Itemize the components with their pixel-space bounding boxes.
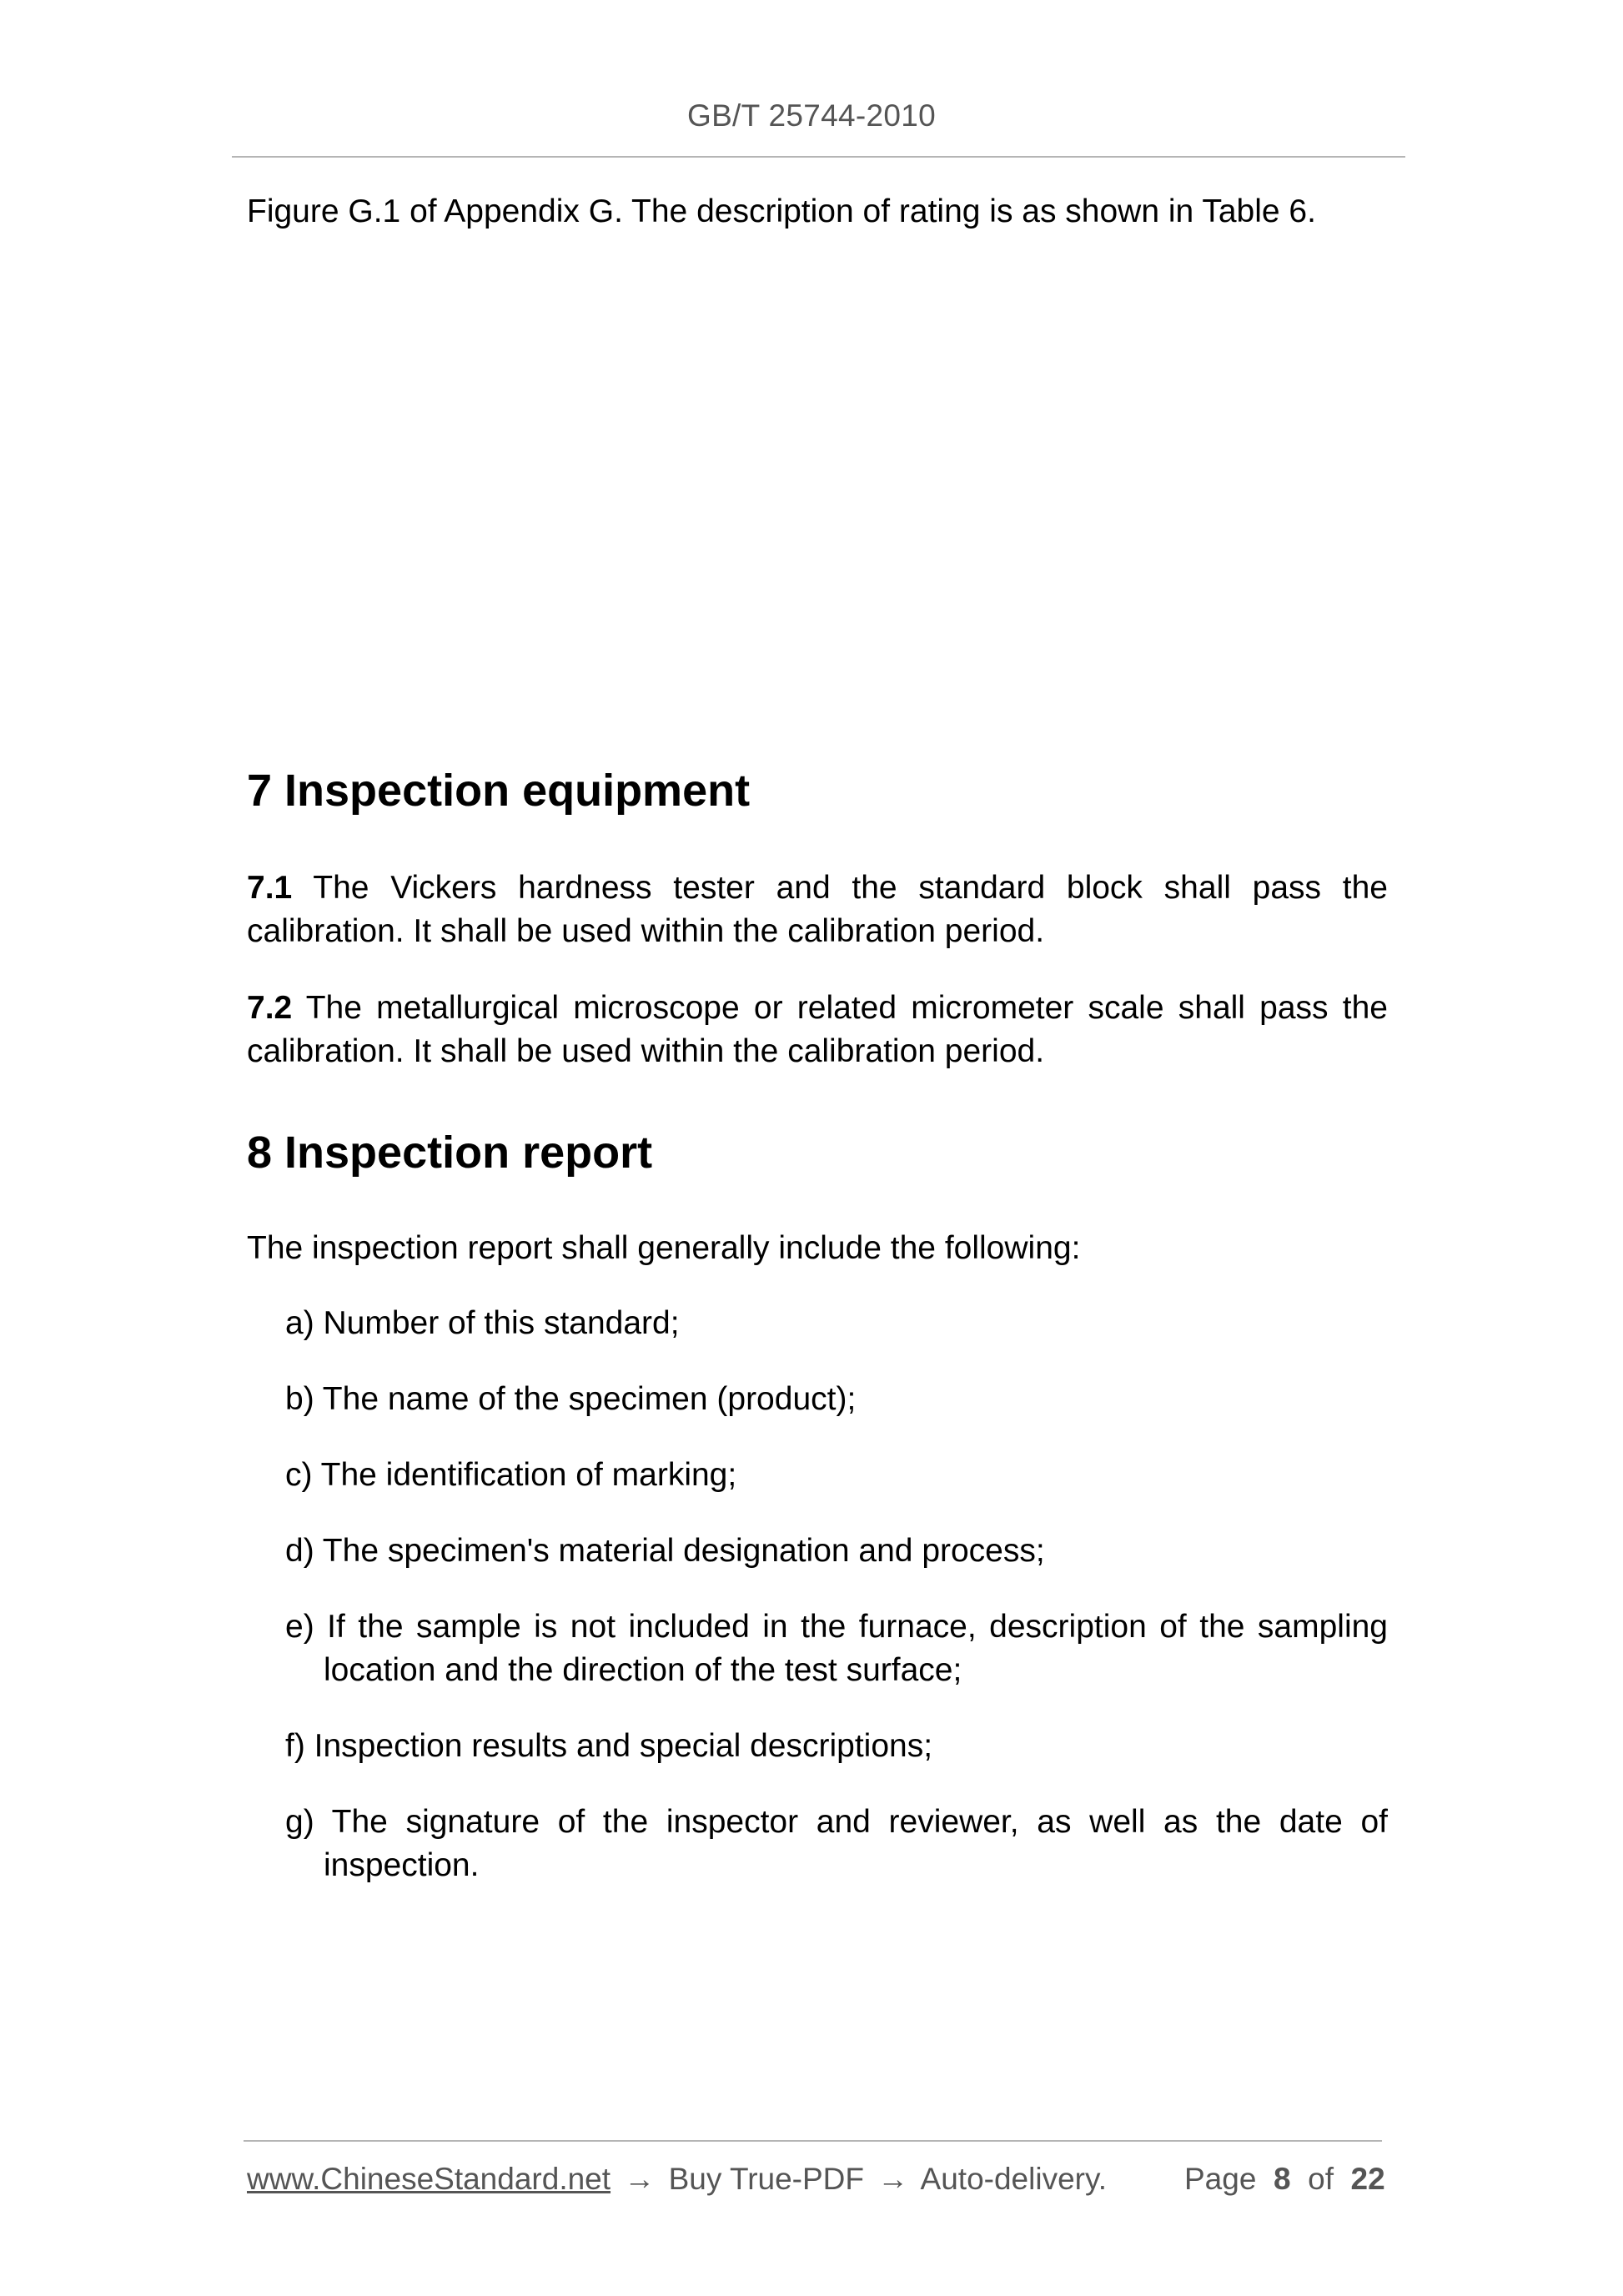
figure-space xyxy=(247,234,1388,763)
list-item: b) The name of the specimen (product); xyxy=(285,1381,857,1417)
list-item: a) Number of this standard; xyxy=(285,1305,680,1341)
section-7-heading: 7 Inspection equipment xyxy=(247,766,751,816)
list-item: f) Inspection results and special descriptions; xyxy=(285,1728,933,1764)
clause-7-2-text: The metallurgical microscope or related micrometer scale shall pass the calibration. It shall be used within the calibration period. xyxy=(247,990,1388,1069)
list-item: g) The signature of the inspector and reviewer, as well as the date of inspection. xyxy=(285,1804,1388,1883)
header-divider xyxy=(232,156,1405,158)
report-intro: The inspection report shall generally include the following: xyxy=(247,1230,1081,1266)
clause-7-2-number: 7.2 xyxy=(247,990,293,1026)
clause-7-1-number: 7.1 xyxy=(247,870,293,906)
site-link[interactable]: www.ChineseStandard.net xyxy=(247,2162,611,2196)
intro-line: Figure G.1 of Appendix G. The description of rating is as shown in Table 6. xyxy=(247,193,1316,229)
document-header-code: GB/T 25744-2010 xyxy=(687,98,936,133)
page-label: Page xyxy=(1184,2162,1257,2196)
list-item: d) The specimen's material designation and process; xyxy=(285,1533,1045,1569)
page-total: 22 xyxy=(1350,2162,1385,2196)
page-indicator xyxy=(1184,2162,1385,2197)
clause-7-2 xyxy=(247,987,1388,1073)
clause-7-1-text: The Vickers hardness tester and the standard block shall pass the calibration. It shall be used within the calibration period. xyxy=(247,870,1388,949)
delivery-text: Auto-delivery. xyxy=(920,2162,1108,2196)
footer-promo xyxy=(247,2162,1107,2197)
arrow-right-icon: → xyxy=(624,2162,656,2196)
report-items-list xyxy=(247,1302,1388,1887)
page-current: 8 xyxy=(1273,2162,1291,2196)
page-of: of xyxy=(1308,2162,1334,2196)
buy-text: Buy True-PDF xyxy=(668,2162,865,2196)
footer-divider xyxy=(244,2140,1382,2142)
arrow-right-icon: → xyxy=(877,2162,909,2196)
page-content xyxy=(247,190,1388,1920)
list-item: c) The identification of marking; xyxy=(285,1457,737,1493)
section-8-heading: 8 Inspection report xyxy=(247,1128,653,1178)
clause-7-1 xyxy=(247,867,1388,953)
list-item: e) If the sample is not included in the furnace, description of the sampling location and the direction of the test surface; xyxy=(285,1609,1388,1688)
